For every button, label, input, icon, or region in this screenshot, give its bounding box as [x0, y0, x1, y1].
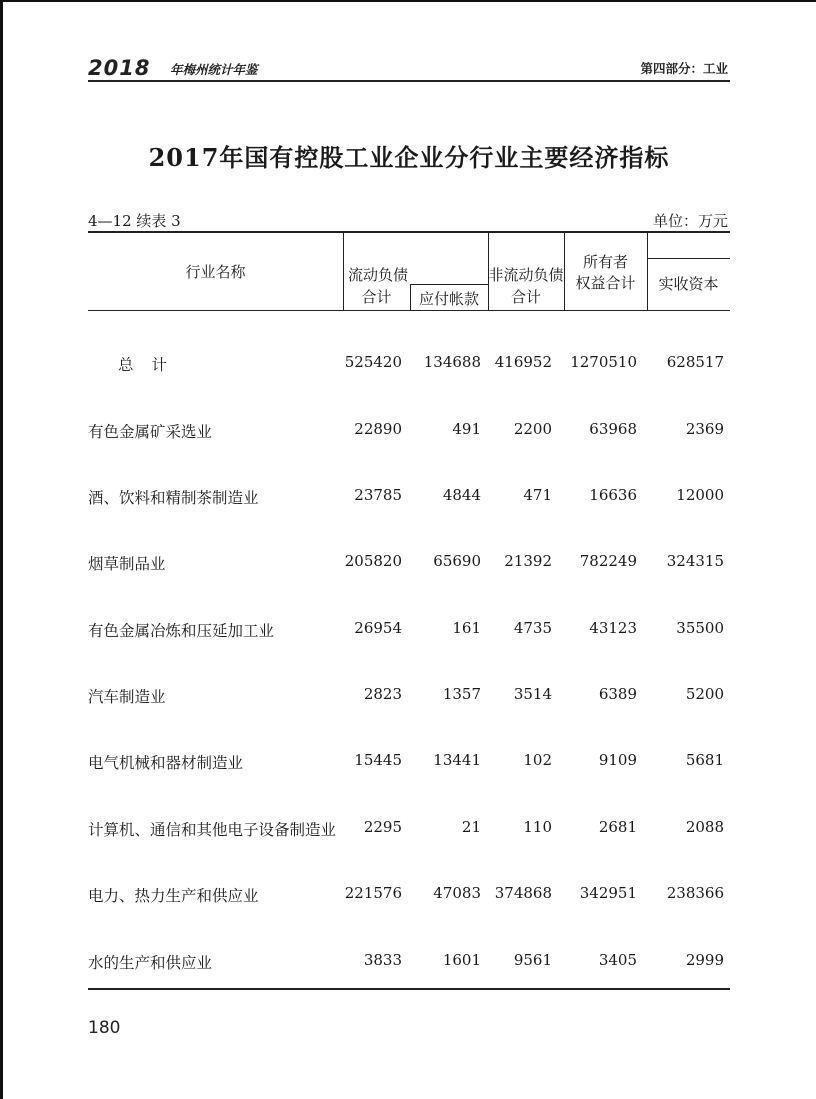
- cell-equity: 342951: [579, 884, 637, 902]
- vline-4: [647, 232, 648, 311]
- cell-current-liab: 15445: [354, 751, 402, 769]
- table-unit: 单位：万元: [652, 212, 728, 230]
- table-number: 4—12 续表 3: [88, 212, 181, 230]
- row-name: 电力、热力生产和供应业: [88, 887, 259, 905]
- running-head-rule: [88, 80, 730, 82]
- hline-payables: [410, 284, 488, 285]
- cell-equity: 16636: [589, 486, 637, 504]
- table-row: [88, 420, 730, 444]
- cell-current-liab: 3833: [363, 951, 402, 969]
- cell-paid-in-capital: 324315: [666, 552, 724, 570]
- cell-noncurrent-liab: 471: [523, 486, 552, 504]
- cell-payables: 65690: [433, 552, 481, 570]
- cell-noncurrent-liab: 416952: [494, 353, 552, 371]
- cell-noncurrent-liab: 4735: [513, 619, 552, 637]
- cell-equity: 2681: [598, 818, 637, 836]
- row-name: 有色金属矿采选业: [88, 423, 213, 441]
- cell-paid-in-capital: 238366: [666, 884, 724, 902]
- cell-noncurrent-liab: 3514: [513, 685, 552, 703]
- table-row: [88, 619, 730, 643]
- cell-payables: 13441: [433, 751, 481, 769]
- cell-payables: 1601: [442, 951, 481, 969]
- row-name: 计算机、通信和其他电子设备制造业: [88, 821, 337, 839]
- col-header-noncurrent-1: 非流动负债: [488, 266, 564, 284]
- table-row: [88, 884, 730, 908]
- cell-payables: 4844: [442, 486, 481, 504]
- cell-noncurrent-liab: 9561: [513, 951, 552, 969]
- cell-equity: 782249: [579, 552, 637, 570]
- cell-paid-in-capital: 628517: [666, 353, 724, 371]
- cell-current-liab: 2295: [363, 818, 402, 836]
- cell-equity: 63968: [589, 420, 637, 438]
- cell-current-liab: 2823: [363, 685, 402, 703]
- row-name: 烟草制品业: [88, 555, 166, 573]
- page-frame-left: [0, 0, 3, 1099]
- cell-noncurrent-liab: 374868: [494, 884, 552, 902]
- cell-current-liab: 22890: [354, 420, 402, 438]
- cell-paid-in-capital: 2369: [685, 420, 724, 438]
- cell-paid-in-capital: 5200: [685, 685, 724, 703]
- cell-paid-in-capital: 12000: [676, 486, 724, 504]
- page-frame-top: [0, 0, 816, 2]
- cell-payables: 161: [452, 619, 481, 637]
- col-header-equity-1: 所有者: [582, 253, 628, 271]
- header-bottom-rule: [88, 310, 730, 311]
- table-row: [88, 685, 730, 709]
- cell-current-liab: 221576: [344, 884, 402, 902]
- cell-equity: 9109: [598, 751, 637, 769]
- col-header-equity-2: 权益合计: [575, 274, 636, 292]
- col-header-current-liab-2: 合计: [361, 288, 392, 306]
- table-row: [88, 552, 730, 576]
- cell-current-liab: 26954: [354, 619, 402, 637]
- cell-payables: 491: [452, 420, 481, 438]
- cell-current-liab: 205820: [344, 552, 402, 570]
- cell-paid-in-capital: 2088: [685, 818, 724, 836]
- cell-equity: 43123: [589, 619, 637, 637]
- row-name: 水的生产和供应业: [88, 954, 213, 972]
- row-name: 酒、饮料和精制茶制造业: [88, 489, 259, 507]
- col-header-current-liab-1: 流动负债: [347, 266, 408, 284]
- page-title: 2017年国有控股工业企业分行业主要经济指标: [148, 143, 670, 172]
- cell-noncurrent-liab: 110: [523, 818, 552, 836]
- cell-noncurrent-liab: 21392: [504, 552, 552, 570]
- hline-paidin: [647, 258, 730, 259]
- col-header-noncurrent-2: 合计: [510, 288, 541, 306]
- running-head-year: 2018: [88, 56, 151, 80]
- cell-noncurrent-liab: 102: [523, 751, 552, 769]
- row-name: 汽车制造业: [88, 688, 166, 706]
- cell-payables: 21: [461, 818, 481, 836]
- col-header-payables: 应付帐款: [418, 290, 479, 308]
- row-name: 有色金属冶炼和压延加工业: [88, 622, 275, 640]
- table-row: [88, 353, 730, 377]
- cell-equity: 3405: [598, 951, 637, 969]
- running-head-book: 年梅州统计年鉴: [170, 62, 258, 77]
- row-name: 总计: [118, 356, 186, 374]
- page-number: 180: [88, 1018, 121, 1038]
- table-bottom-rule: [88, 988, 730, 990]
- table-top-rule: [88, 231, 730, 233]
- cell-noncurrent-liab: 2200: [513, 420, 552, 438]
- cell-current-liab: 525420: [344, 353, 402, 371]
- col-header-paidin: 实收资本: [658, 275, 719, 293]
- cell-current-liab: 23785: [354, 486, 402, 504]
- cell-payables: 1357: [442, 685, 481, 703]
- table-row: [88, 951, 730, 975]
- running-head: [88, 56, 730, 80]
- table-row: [88, 818, 730, 842]
- cell-equity: 6389: [598, 685, 637, 703]
- table-row: [88, 486, 730, 510]
- cell-equity: 1270510: [570, 353, 637, 371]
- cell-paid-in-capital: 35500: [676, 619, 724, 637]
- cell-paid-in-capital: 2999: [685, 951, 724, 969]
- col-header-name: 行业名称: [185, 263, 246, 281]
- running-head-section: 第四部分：工业: [640, 61, 728, 76]
- row-name: 电气机械和器材制造业: [88, 754, 244, 772]
- cell-payables: 47083: [433, 884, 481, 902]
- cell-payables: 134688: [423, 353, 481, 371]
- table-row: [88, 751, 730, 775]
- cell-paid-in-capital: 5681: [685, 751, 724, 769]
